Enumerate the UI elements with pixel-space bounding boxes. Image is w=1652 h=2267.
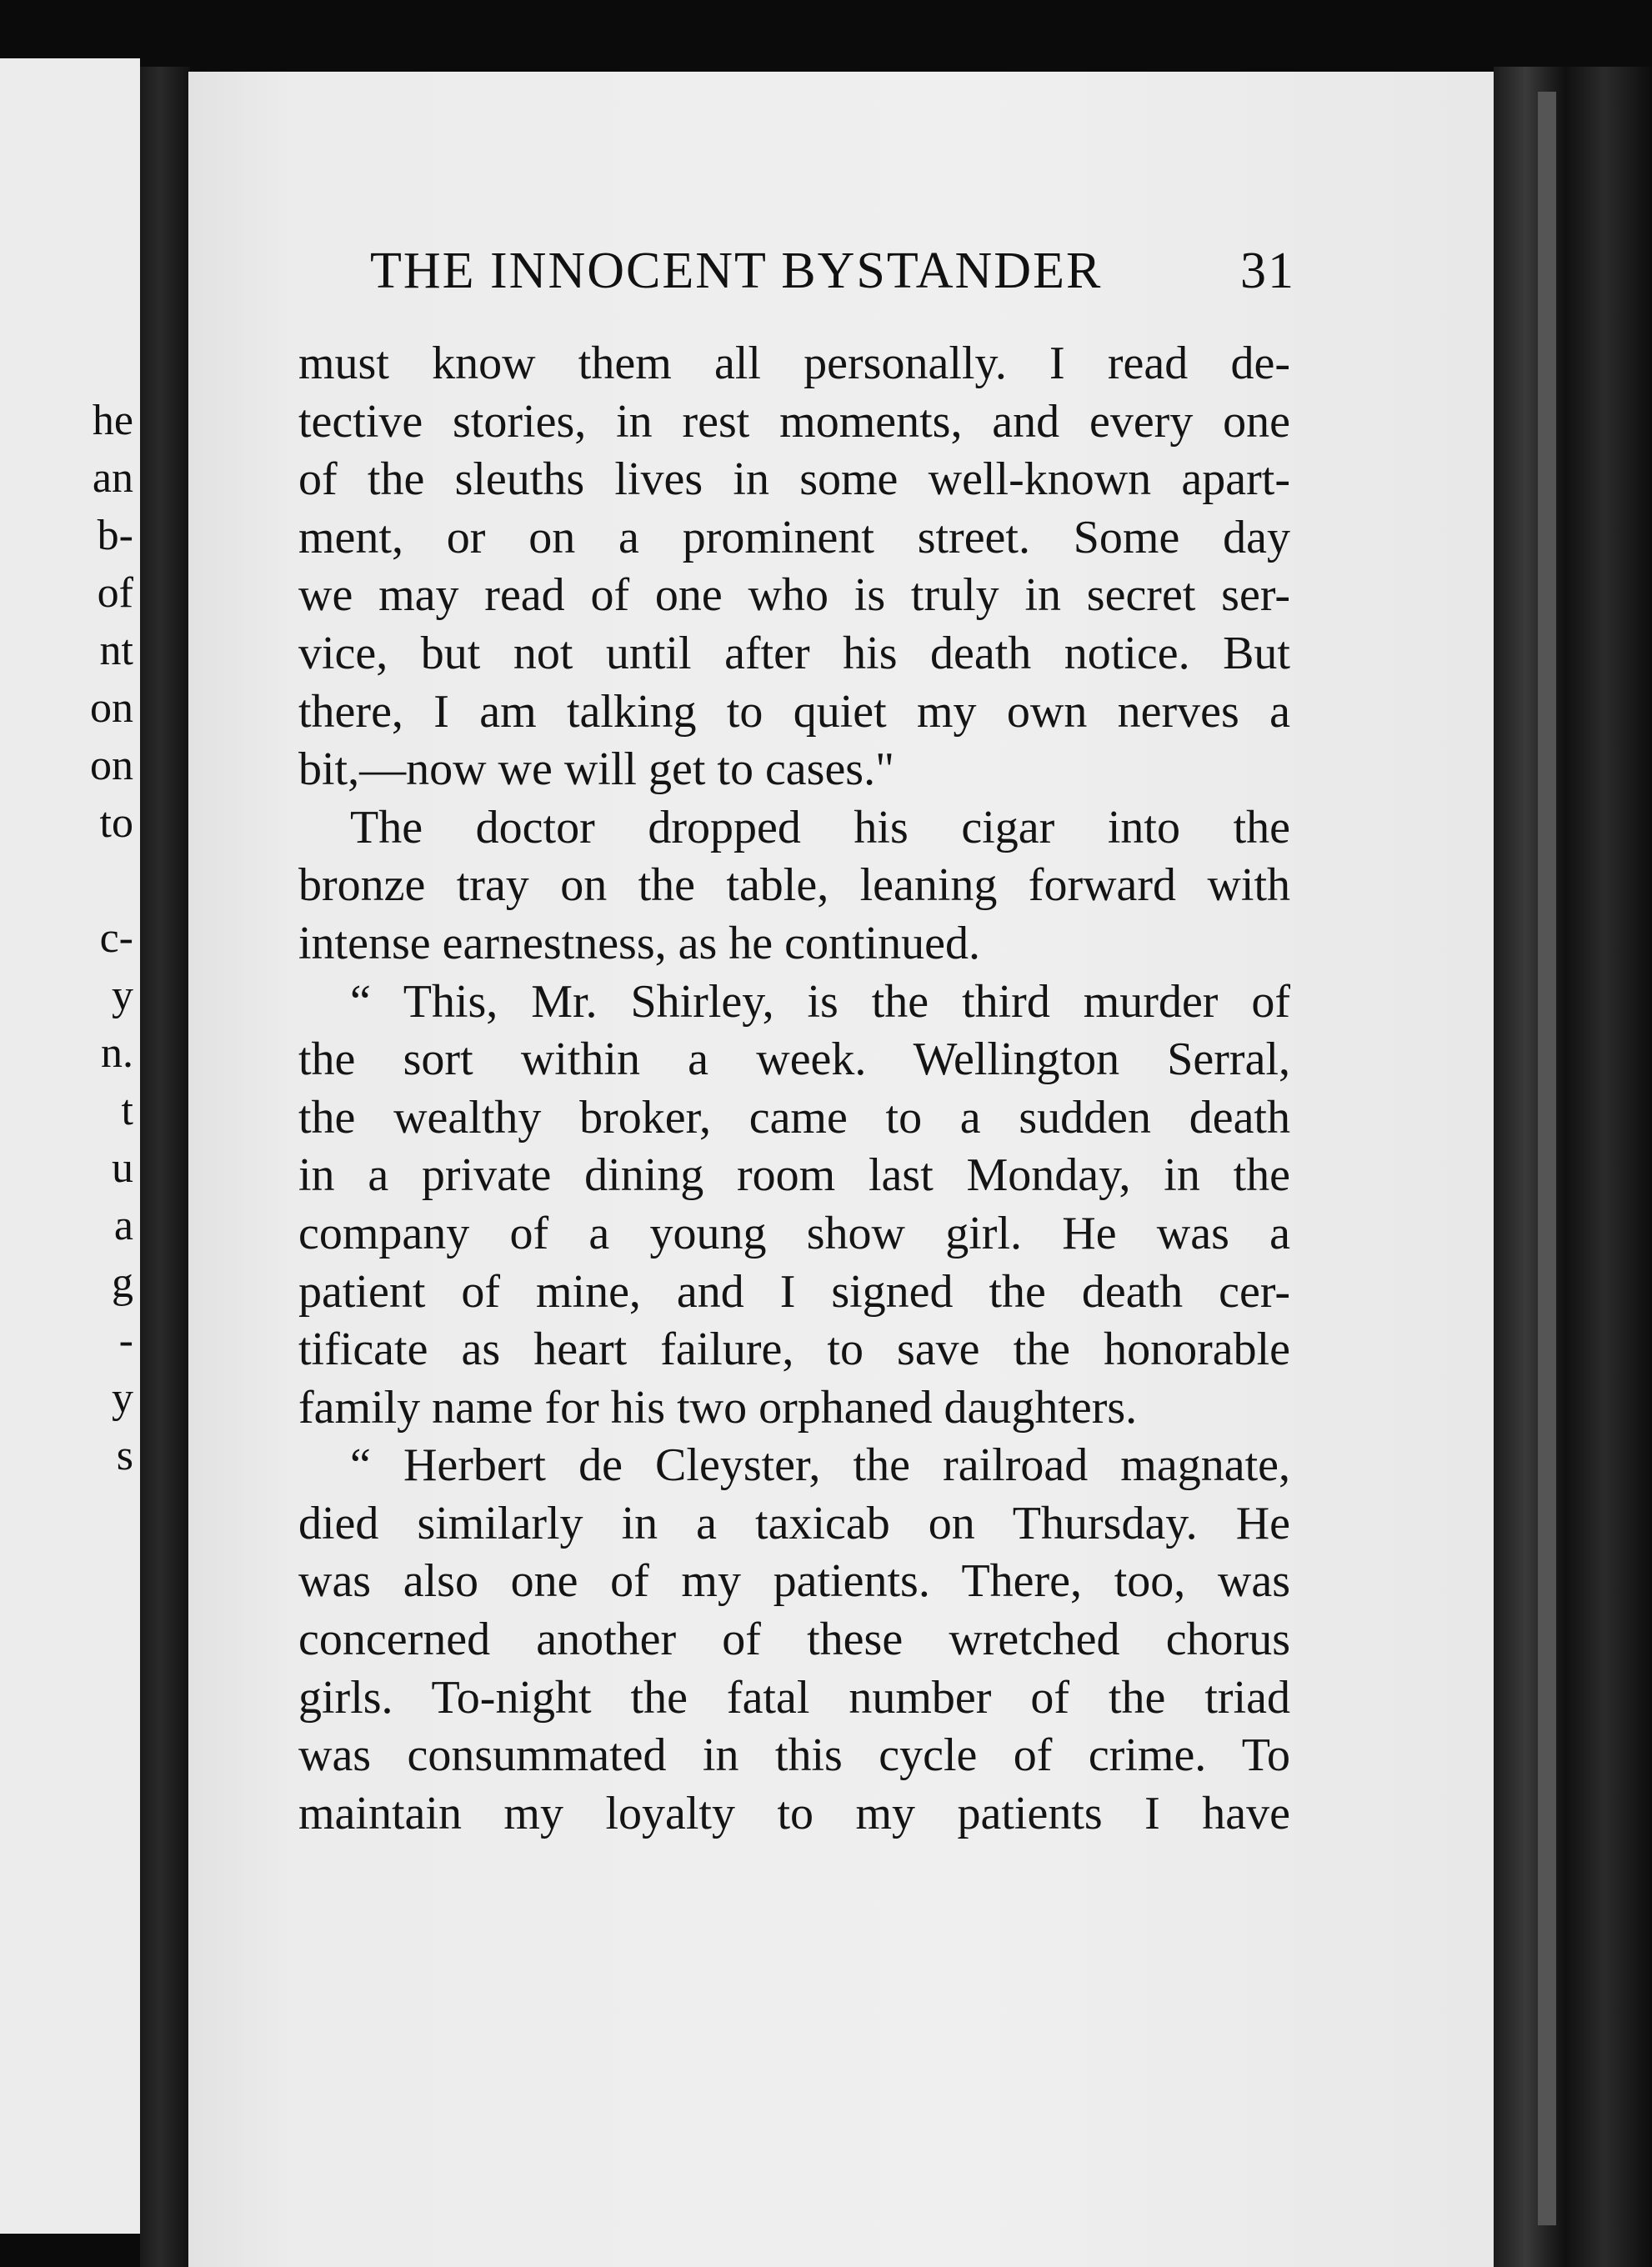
- text-line: concerned another of these wretched chorus: [298, 1614, 1290, 1666]
- fragment: [0, 852, 133, 909]
- text-line: of the sleuths lives in some well-known apart-: [298, 453, 1290, 506]
- fragment: b-: [97, 512, 133, 559]
- page-number: 31: [1240, 243, 1295, 299]
- fragment: g: [112, 1259, 133, 1307]
- fragment: n.: [101, 1029, 133, 1077]
- text-line: the sort within a week. Wellington Serral,: [298, 1033, 1290, 1086]
- running-head-title: THE INNOCENT BYSTANDER: [370, 243, 1103, 299]
- text-line: was also one of my patients. There, too, was: [298, 1555, 1290, 1608]
- text-line: we may read of one who is truly in secret ser-: [298, 569, 1290, 622]
- fragment: an: [92, 454, 133, 502]
- text-line: tective stories, in rest moments, and every one: [298, 395, 1290, 448]
- text-line: must know them all personally. I read de-: [298, 338, 1290, 389]
- text-line: company of a young show girl. He was a: [298, 1207, 1290, 1259]
- body-text: [298, 335, 1290, 1843]
- text-line: patient of mine, and I signed the death cer-: [298, 1265, 1290, 1318]
- fragment: on: [90, 684, 133, 732]
- fragment: of: [97, 569, 133, 617]
- fragment: u: [112, 1144, 133, 1192]
- text-line: was consummated in this cycle of crime. To: [298, 1729, 1290, 1782]
- text-line: the wealthy broker, came to a sudden death: [298, 1091, 1290, 1144]
- fragment: nt: [99, 627, 133, 674]
- text-line: girls. To-night the fatal number of the triad: [298, 1671, 1290, 1724]
- facing-page: [0, 58, 140, 2234]
- page-edge-strip: [1538, 92, 1556, 2225]
- fragment: to: [99, 799, 133, 847]
- text-line: ment, or on a prominent street. Some day: [298, 511, 1290, 563]
- book-gutter: [140, 67, 190, 2267]
- fragment: he: [92, 397, 133, 444]
- text-line: there, I am talking to quiet my own nerves a: [298, 685, 1290, 738]
- page-edge: [1494, 67, 1652, 2267]
- text-line: tificate as heart failure, to save the honorable: [298, 1324, 1290, 1376]
- text-line: “ This, Mr. Shirley, is the third murder of: [350, 975, 1290, 1028]
- text-line: bronze tray on the table, leaning forward with: [298, 859, 1290, 912]
- fragment: on: [90, 742, 133, 789]
- text-line: “ Herbert de Cleyster, the railroad magnate,: [350, 1439, 1290, 1492]
- text-line: maintain my loyalty to my patients I have: [298, 1787, 1290, 1839]
- text-line: died similarly in a taxicab on Thursday. He: [298, 1497, 1290, 1549]
- text-line: in a private dining room last Monday, in the: [298, 1149, 1290, 1202]
- text-line: vice, but not until after his death notice. But: [298, 627, 1290, 679]
- fragment: a: [113, 1202, 133, 1249]
- facing-page-text: [0, 392, 133, 1484]
- fragment: y: [112, 972, 133, 1019]
- fragment: t: [121, 1087, 133, 1134]
- text-line: bit,—now we will get to cases.": [298, 743, 894, 796]
- text-line: intense earnestness, as he continued.: [298, 917, 980, 969]
- text-line: The doctor dropped his cigar into the: [350, 801, 1290, 853]
- fragment: s: [116, 1432, 133, 1479]
- fragment: y: [112, 1374, 133, 1422]
- text-line: family name for his two orphaned daughters.: [298, 1381, 1138, 1434]
- fragment: -: [118, 1317, 133, 1364]
- running-head: [370, 242, 1295, 301]
- fragment: c-: [99, 914, 133, 962]
